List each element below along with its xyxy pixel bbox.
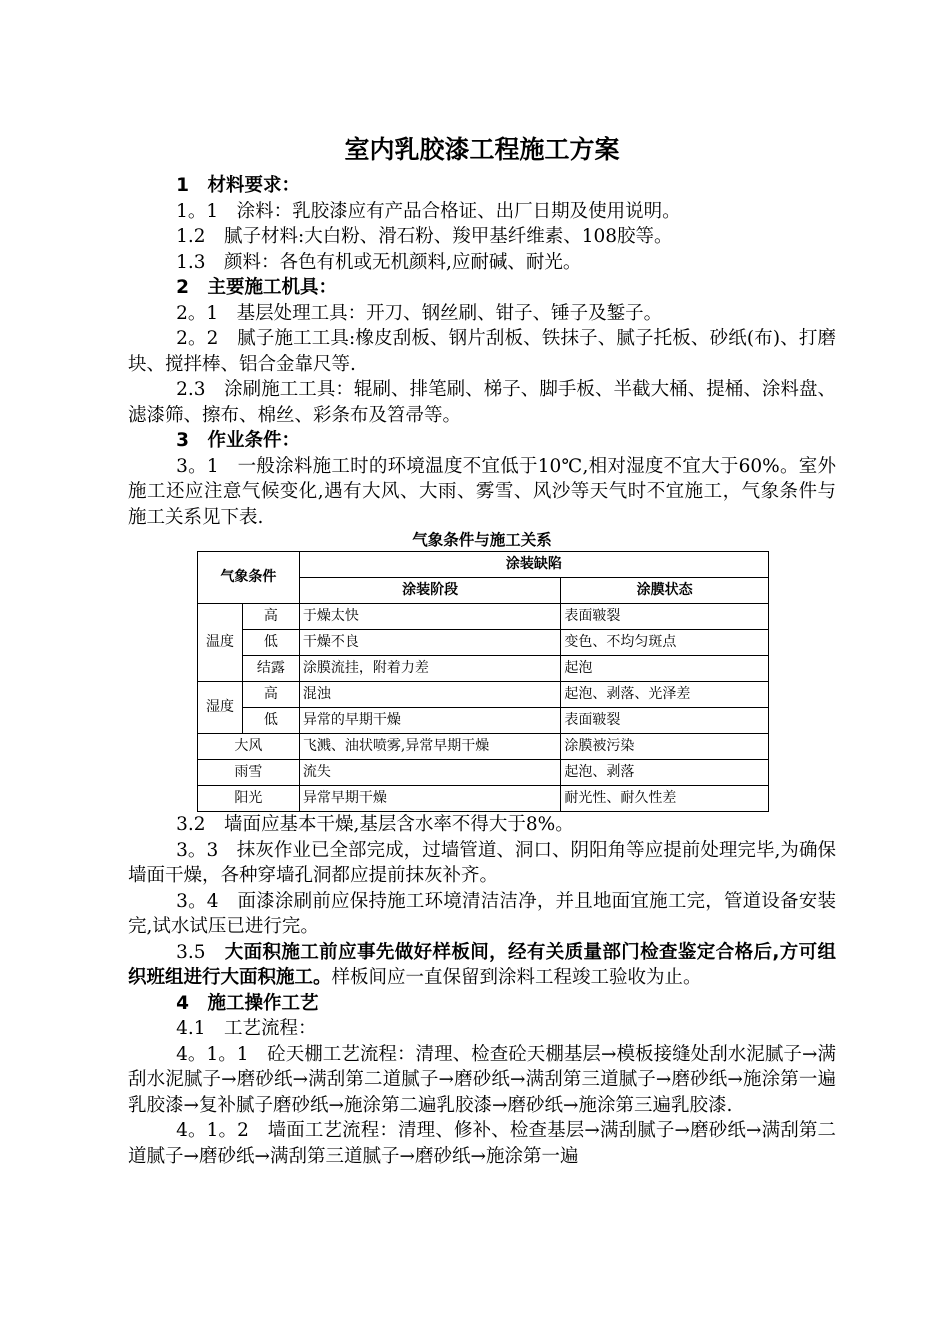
film-cell: 变色、不均匀斑点 xyxy=(561,630,769,656)
header-defect: 涂装缺陷 xyxy=(299,552,768,578)
paragraph-2-2: 2。2 腻子施工工具:橡皮刮板、钢片刮板、铁抹子、腻子托板、砂纸(布)、打磨块、搅拌棒、铝合金靠尺等. xyxy=(128,328,836,375)
paragraph-4-1: 4.1 工艺流程： xyxy=(176,1018,317,1039)
paragraph-2-1: 2。1 基层处理工具：开刀、钢丝刷、钳子、锤子及錾子。 xyxy=(176,302,663,324)
film-cell: 表面皲裂 xyxy=(561,604,769,630)
film-cell: 起泡、剥落、光泽差 xyxy=(561,682,769,708)
stage-cell: 飞溅、油状喷雾,异常早期干燥 xyxy=(299,734,561,760)
document-page xyxy=(128,128,836,1169)
sub-cell: 低 xyxy=(242,630,299,656)
group-cell: 阳光 xyxy=(198,786,300,812)
sub-cell: 高 xyxy=(242,604,299,630)
paragraph-3-2: 3.2 墙面应基本干燥,基层含水率不得大于8%。 xyxy=(176,814,574,835)
stage-cell: 异常的早期干燥 xyxy=(299,708,561,734)
film-cell: 起泡、剥落 xyxy=(561,760,769,786)
table-row xyxy=(198,786,769,812)
film-cell: 耐光性、耐久性差 xyxy=(561,786,769,812)
header-stage: 涂装阶段 xyxy=(299,578,561,604)
section-heading-2: 2 主要施工机具： xyxy=(176,277,337,298)
paragraph-2-3: 2.3 涂刷施工工具：辊刷、排笔刷、梯子、脚手板、半截大桶、提桶、涂料盘、滤漆筛、擦布、棉丝、彩条布及笤帚等。 xyxy=(128,379,836,426)
paragraph-4-1-1: 4。1。1 砼天棚工艺流程：清理、检查砼天棚基层→模板接缝处刮水泥腻子→满刮水泥腻子→磨砂纸→满刮第二道腻子→磨砂纸→满刮第三道腻子→磨砂纸→施涂第一遍乳胶漆→复补腻子磨砂纸→施涂第二遍乳胶漆→磨砂纸→施涂第三遍乳胶漆. xyxy=(128,1043,836,1116)
stage-cell: 混浊 xyxy=(299,682,561,708)
paragraph-3-4: 3。4 面漆涂刷前应保持施工环境清洁洁净，并且地面宜施工完，管道设备安装完,试水试压已进行完。 xyxy=(128,890,836,937)
table-row xyxy=(198,682,769,708)
stage-cell: 异常早期干燥 xyxy=(299,786,561,812)
bold-emphasis: 大面积施工前应事先做好样板间，经有关质量部门检查鉴定合格后,方可组织班组进行大面积施工。 xyxy=(128,941,837,988)
table-caption: 气象条件与施工关系 xyxy=(412,531,552,549)
paragraph-1-2: 1.2 腻子材料:大白粉、滑石粉、羧甲基纤维素、108胶等。 xyxy=(176,226,673,247)
header-condition: 气象条件 xyxy=(198,552,300,604)
paragraph-1-3: 1.3 颜料：各色有机或无机颜料,应耐碱、耐光。 xyxy=(176,251,582,273)
paragraph-3-3: 3。3 抹灰作业已全部完成，过墙管道、洞口、阴阳角等应提前处理完毕,为确保墙面干燥，各种穿墙孔洞都应提前抹灰补齐。 xyxy=(128,839,836,886)
section-heading-3: 3 作业条件： xyxy=(176,430,300,451)
sub-cell: 低 xyxy=(242,708,299,734)
paragraph-number: 3.5 xyxy=(176,941,225,963)
group-cell: 大风 xyxy=(198,734,300,760)
film-cell: 涂膜被污染 xyxy=(561,734,769,760)
stage-cell: 于燥太快 xyxy=(299,604,561,630)
weather-table xyxy=(197,551,769,812)
paragraph-rest: 样板间应一直保留到涂料工程竣工验收为止。 xyxy=(331,967,702,988)
stage-cell: 涂膜流挂，附着力差 xyxy=(299,656,561,682)
table-row xyxy=(198,760,769,786)
paragraph-4-1-2: 4。1。2 墙面工艺流程：清理、修补、检查基层→满刮腻子→磨砂纸→满刮第二道腻子→磨砂纸→满刮第三道腻子→磨砂纸→施涂第一遍 xyxy=(128,1120,836,1167)
paragraph-3-1: 3。1 一般涂料施工时的环境温度不宜低于10℃,相对湿度不宜大于60%。室外施工还应注意气候变化,遇有大风、大雨、雾雪、风沙等天气时不宜施工，气象条件与施工关系见下表. xyxy=(128,455,836,528)
group-cell: 温度 xyxy=(198,604,243,682)
film-cell: 起泡 xyxy=(561,656,769,682)
stage-cell: 流失 xyxy=(299,760,561,786)
document-title: 室内乳胶漆工程施工方案 xyxy=(344,135,620,164)
film-cell: 表面皲裂 xyxy=(561,708,769,734)
group-cell: 雨雪 xyxy=(198,760,300,786)
table-row xyxy=(198,604,769,630)
table-row xyxy=(198,734,769,760)
table-row xyxy=(198,630,769,656)
table-header-row xyxy=(198,552,769,578)
sub-cell: 高 xyxy=(242,682,299,708)
stage-cell: 干燥不良 xyxy=(299,630,561,656)
section-heading-4: 4 施工操作工艺 xyxy=(176,992,319,1014)
header-film: 涂膜状态 xyxy=(561,578,769,604)
paragraph-3-5 xyxy=(128,940,836,991)
section-heading-1: 1 材料要求： xyxy=(176,175,300,196)
paragraph-1-1: 1。1 涂料：乳胶漆应有产品合格证、出厂日期及使用说明。 xyxy=(176,200,681,222)
sub-cell: 结露 xyxy=(242,656,299,682)
table-row xyxy=(198,656,769,682)
table-row xyxy=(198,708,769,734)
group-cell: 湿度 xyxy=(198,682,243,734)
